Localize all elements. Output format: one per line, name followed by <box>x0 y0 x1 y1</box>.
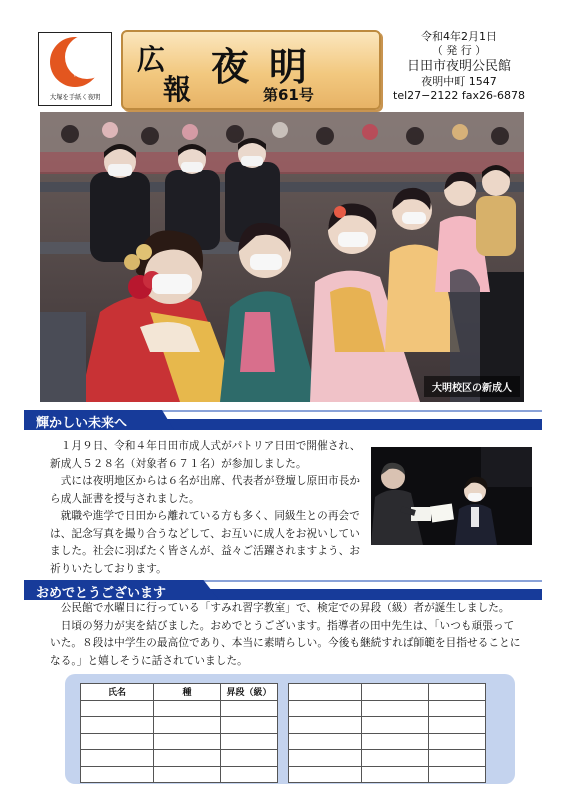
certificate-photo <box>371 447 532 545</box>
table-cell <box>429 750 486 767</box>
paragraph: 公民館で水曜日に行っている「すみれ習字教室」で、検定での昇段（級）者が誕生しました。 <box>50 602 510 614</box>
masthead-char-kou: 広 <box>137 43 166 76</box>
table-cell <box>362 717 429 734</box>
table-row <box>289 684 486 701</box>
paragraph: 式には夜明地区からは６名が出席、代表者が登壇し原田市長から成人証書を授与されました。 <box>50 475 361 505</box>
table-cell <box>429 700 486 717</box>
table-header-row <box>81 684 278 701</box>
table-cell <box>154 766 221 783</box>
table-cell <box>154 717 221 734</box>
masthead-char-hou: 報 <box>163 73 192 106</box>
table-row <box>289 766 486 783</box>
issue-date: 令和4年2月1日 <box>421 30 497 43</box>
publisher-name: 日田市夜明公民館 <box>406 59 511 74</box>
table-cell <box>221 717 278 734</box>
table-cell <box>81 717 154 734</box>
section-title: おめでとうございます <box>36 586 167 600</box>
masthead <box>121 30 381 110</box>
table-cell <box>289 684 362 701</box>
paragraph: １月９日、令和４年日田市成人式がパトリア日田で開催され、新成人５２８名（対象者６７１名）が参加しました。 <box>50 440 361 470</box>
table-cell <box>221 700 278 717</box>
column-header-rank: 昇段（級） <box>221 684 278 701</box>
logo-mark: 夜明 <box>72 71 85 78</box>
table-row <box>289 717 486 734</box>
issue-info <box>390 30 528 103</box>
table-cell <box>362 750 429 767</box>
table-cell <box>362 766 429 783</box>
table-cell <box>154 750 221 767</box>
table-cell <box>429 733 486 750</box>
table-cell <box>289 733 362 750</box>
table-cell <box>289 766 362 783</box>
table-row <box>81 733 278 750</box>
photo-caption: 大明校区の新成人 <box>424 376 520 397</box>
table-row <box>289 750 486 767</box>
table-cell <box>221 766 278 783</box>
column-header-type: 種 <box>154 684 221 701</box>
table-cell <box>81 766 154 783</box>
article-calligraphy <box>50 600 525 670</box>
table-row <box>81 700 278 717</box>
paragraph: 就職や進学で日田から離れている方も多く、同級生との再会では、記念写真を撮り合うなどして、お互いに成人をお祝いしていました。社会に羽ばたく皆さんが、益々ご活躍されますよう、お祈りいたしております。 <box>50 510 361 575</box>
ceremony-photo <box>40 112 524 402</box>
article-ceremony <box>50 438 370 578</box>
section-header-future <box>24 410 542 430</box>
table-row <box>81 750 278 767</box>
table-cell <box>221 750 278 767</box>
table-cell <box>154 700 221 717</box>
table-row <box>289 733 486 750</box>
table-cell <box>81 750 154 767</box>
newsletter-name: 夜明 <box>211 44 328 89</box>
table-cell <box>289 750 362 767</box>
paragraph: 日頃の努力が実を結びました。おめでとうございます。指導者の田中先生は、「いつも頑張っていた。８段は中学生の最高位であり、本当に素晴らしい。今後も継続すれば師範を目指せることになる。」と嬉しそうに話されていました。 <box>50 619 521 667</box>
issue-kind: （ 発 行 ） <box>431 44 487 57</box>
logo <box>38 32 112 106</box>
section-title: 輝かしい未来へ <box>36 416 128 430</box>
logo-motto: 大塚を手紙く夜明 <box>49 93 101 101</box>
table-row <box>81 766 278 783</box>
table-cell <box>289 700 362 717</box>
table-cell <box>429 684 486 701</box>
column-header-name: 氏名 <box>81 684 154 701</box>
table-cell <box>289 717 362 734</box>
table-cell <box>81 733 154 750</box>
table-cell <box>221 733 278 750</box>
results-table-right <box>288 683 486 783</box>
publisher-phone: tel27−2122 fax26-6878 <box>393 89 525 102</box>
table-cell <box>429 717 486 734</box>
table-row <box>289 700 486 717</box>
results-table-left <box>80 683 278 783</box>
table-cell <box>362 700 429 717</box>
table-cell <box>362 684 429 701</box>
table-row <box>81 717 278 734</box>
table-cell <box>154 733 221 750</box>
table-cell <box>429 766 486 783</box>
table-cell <box>362 733 429 750</box>
issue-number: 第61号 <box>263 86 314 104</box>
publisher-address: 夜明中町 1547 <box>421 75 497 88</box>
table-cell <box>81 700 154 717</box>
section-header-congrats <box>24 580 542 600</box>
